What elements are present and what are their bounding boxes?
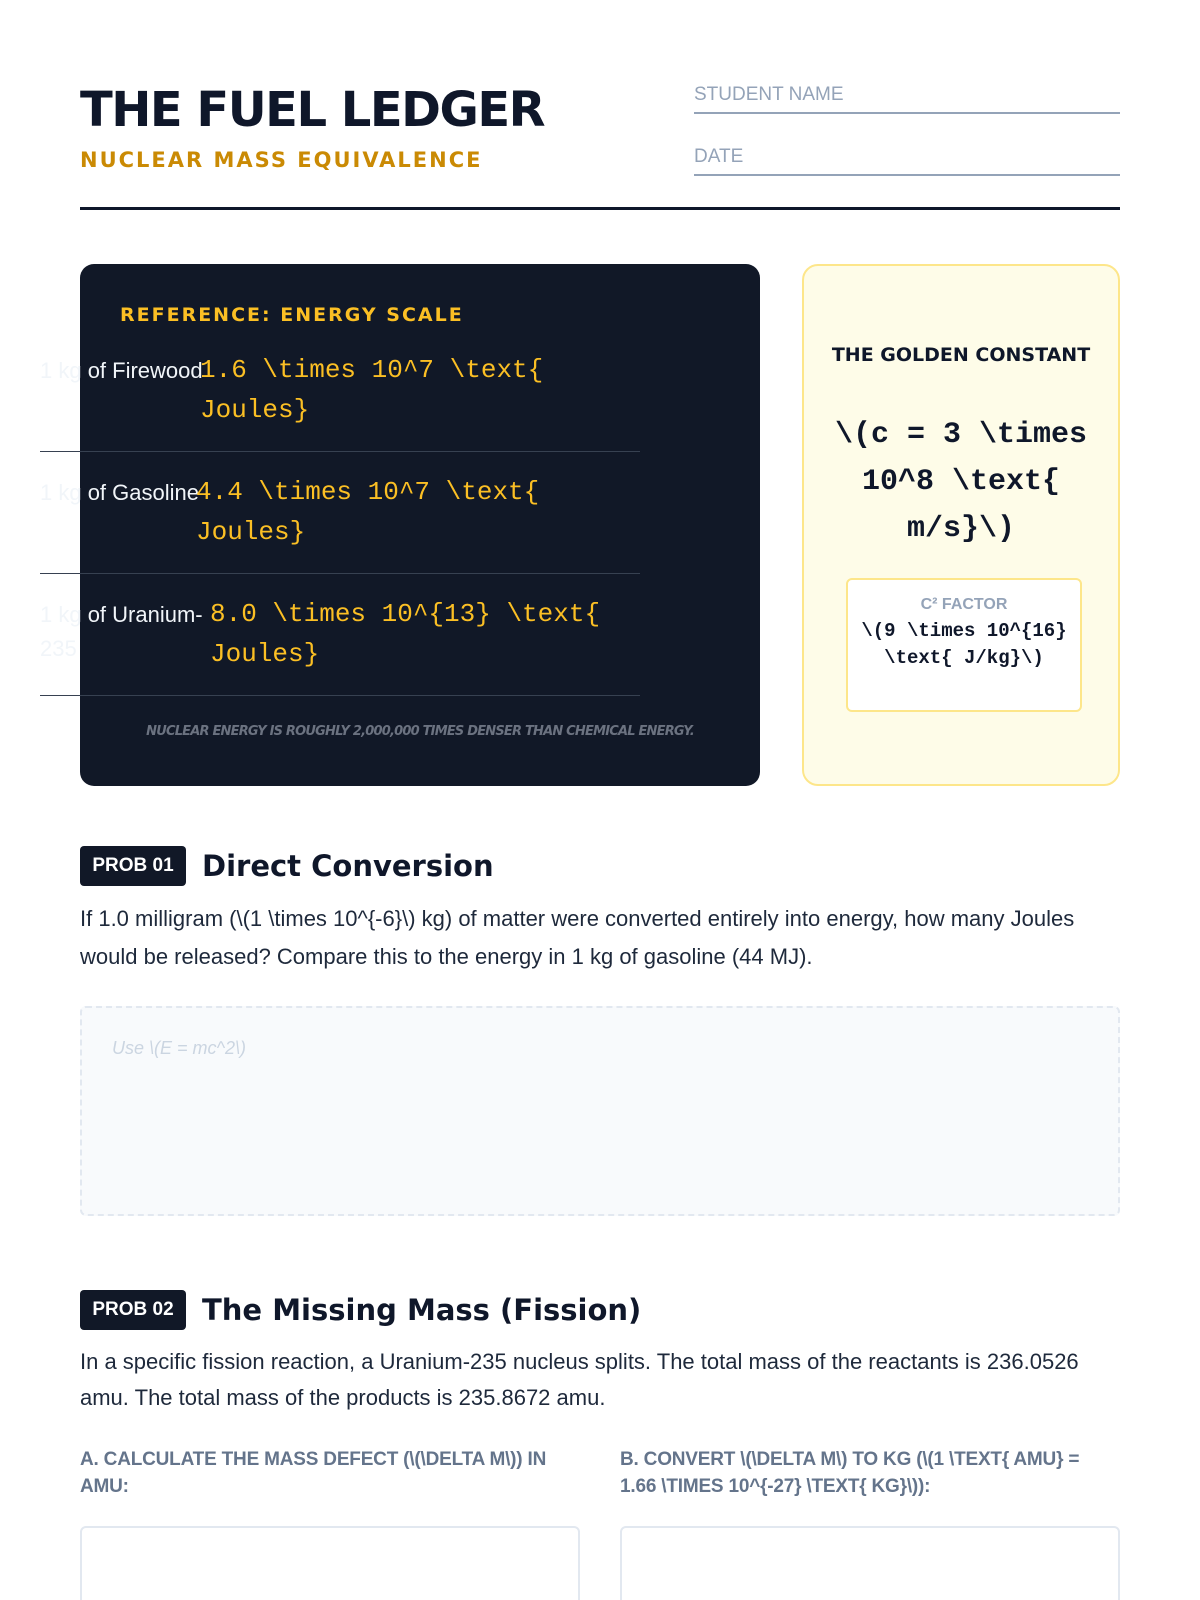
- c-squared-value: \(9 \times 10^{16} \text{ J/kg}\): [861, 620, 1067, 669]
- part-a-label: A. CALCULATE THE MASS DEFECT (\(\DELTA M\)) IN AMU:: [80, 1449, 547, 1497]
- c-squared-label: C² FACTOR: [920, 596, 1008, 613]
- reference-row-value: 8.0 \times 10^{13} \text{ Joules}: [210, 599, 601, 669]
- problem-1-title: Direct Conversion: [202, 849, 494, 883]
- reference-note: NUCLEAR ENERGY IS ROUGHLY 2,000,000 TIMES DENSER THAN CHEMICAL ENERGY.: [146, 724, 694, 739]
- problem-2-title: The Missing Mass (Fission): [202, 1293, 642, 1327]
- speed-of-light-formula: \(c = 3 \times 10^8 \text{ m/s}\): [834, 418, 1088, 546]
- part-b-label: B. CONVERT \(\DELTA M\) TO KG (\(1 \TEXT{ AMU} = 1.66 \TIMES 10^{-27} \TEXT{ KG}\)):: [620, 1449, 1080, 1497]
- reference-row-label: 1 kg of Firewood: [40, 358, 203, 383]
- student-name-label: STUDENT NAME: [694, 84, 844, 105]
- student-name-field[interactable]: [694, 80, 1120, 114]
- page-subtitle: NUCLEAR MASS EQUIVALENCE: [80, 148, 483, 172]
- problem-1-work-area[interactable]: [80, 1006, 1120, 1216]
- part-b-answer-box[interactable]: [620, 1526, 1120, 1600]
- reference-row-label: 1 kg of Uranium-235: [40, 602, 203, 661]
- problem-1-badge: PROB 01: [80, 846, 186, 886]
- page-title: THE FUEL LEDGER: [80, 82, 545, 138]
- reference-row: [40, 452, 640, 574]
- date-field[interactable]: [694, 142, 1120, 176]
- golden-constant-title: THE GOLDEN CONSTANT: [831, 344, 1091, 366]
- c-squared-box: [846, 578, 1082, 712]
- reference-row: [40, 574, 640, 696]
- reference-row-value: 1.6 \times 10^7 \text{ Joules}: [200, 355, 544, 425]
- reference-row: [40, 330, 640, 452]
- golden-constant-card: [802, 264, 1120, 786]
- part-a-answer-box[interactable]: [80, 1526, 580, 1600]
- reference-row-label: 1 kg of Gasoline: [40, 480, 199, 505]
- problem-2-text: In a specific fission reaction, a Uranium-235 nucleus splits. The total mass of the reactants is 236.0526 amu. The total mass of the products is 235.8672 amu.: [80, 1349, 1079, 1410]
- worksheet-header: [80, 80, 1120, 210]
- reference-title: REFERENCE: ENERGY SCALE: [120, 304, 464, 326]
- reference-row-value: 4.4 \times 10^7 \text{ Joules}: [196, 477, 540, 547]
- date-label: DATE: [694, 146, 744, 167]
- work-area-hint: Use \(E = mc^2\): [112, 1038, 246, 1058]
- problem-2-badge: PROB 02: [80, 1290, 186, 1330]
- problem-1-text: If 1.0 milligram (\(1 \times 10^{-6}\) kg) of matter were converted entirely into energy, how many Joules would be released? Compare this to the energy in 1 kg of gasoline (44 MJ).: [80, 906, 1075, 969]
